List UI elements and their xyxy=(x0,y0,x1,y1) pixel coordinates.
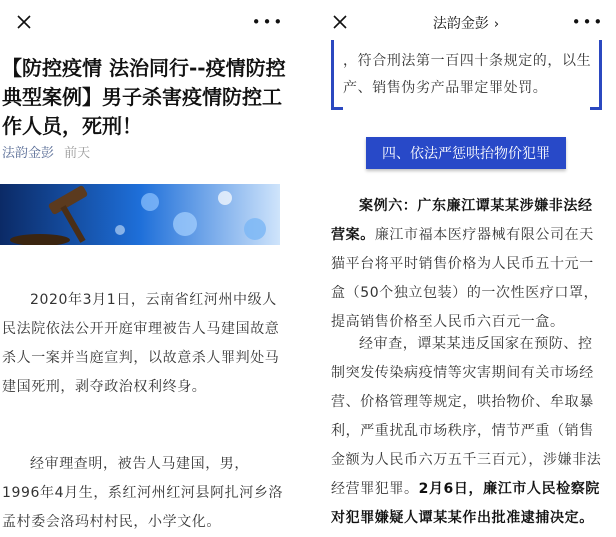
article-paragraph: 经审理查明，被告人马建国，男，1996年4月生，系红河州红河县阿扎河乡洛孟村委会洛玛村村民，小学文化。 xyxy=(2,456,284,530)
more-button[interactable] xyxy=(571,8,605,36)
account-name: 法韵金彭 xyxy=(432,16,489,32)
left-article-screen xyxy=(0,0,296,537)
section-heading-button: 四、依法严惩哄抬物价犯罪 xyxy=(366,137,566,169)
author-link[interactable]: 法韵金彭 xyxy=(2,146,55,161)
quote-text: ，符合刑法第一百四十条规定的，以生产、销售伪劣产品罪定罪处罚。 xyxy=(343,53,592,96)
article-title: 【防控疫情 法治同行--疫情防控典型案例】男子杀害疫情防控工作人员，死刑！ xyxy=(2,56,286,138)
close-button[interactable] xyxy=(10,8,38,36)
banner-image xyxy=(0,184,280,245)
case-heading: 案例六：广东廉江谭某某涉嫌非法经营案。 xyxy=(331,198,593,243)
more-icon: ••• xyxy=(251,12,285,31)
close-icon xyxy=(17,15,31,29)
publish-date: 前天 xyxy=(64,146,91,161)
review-text: 经审查，谭某某违反国家在预防、控制突发传染病疫情等灾害期间有关市场经营、价格管理等规定，哄抬物价、牟取暴利，严重扰乱市场秩序，情节严重（销售金额为人民币六万五千三百元），涉嫌非法经营罪犯罪。 xyxy=(331,336,602,497)
article-paragraph: 2020年3月1日，云南省红河州中级人民法院依法公开开庭审理被告人马建国故意杀人一案并当庭宣判，以故意杀人罪判处马建国死刑，剥夺政治权利终身。 xyxy=(2,292,280,395)
left-top-bar xyxy=(0,0,296,44)
article-meta xyxy=(2,142,90,161)
case-paragraph xyxy=(331,192,603,337)
review-paragraph xyxy=(331,330,603,533)
right-top-bar xyxy=(316,0,616,44)
panel-divider xyxy=(296,0,316,537)
case-text: 廉江市福本医疗器械有限公司在天猫平台将平时销售价格为人民币五十元一盒（50个独立包装）的一次性医疗口罩，提高销售价格至人民币六百元一盒。 xyxy=(331,227,599,330)
arrest-decision-text: 2月6日，廉江市人民检察院对犯罪嫌疑人谭某某作出批准逮捕决定。 xyxy=(331,481,600,526)
chevron-right-icon: › xyxy=(493,17,500,32)
more-button[interactable] xyxy=(251,8,285,36)
more-icon: ••• xyxy=(571,12,605,31)
